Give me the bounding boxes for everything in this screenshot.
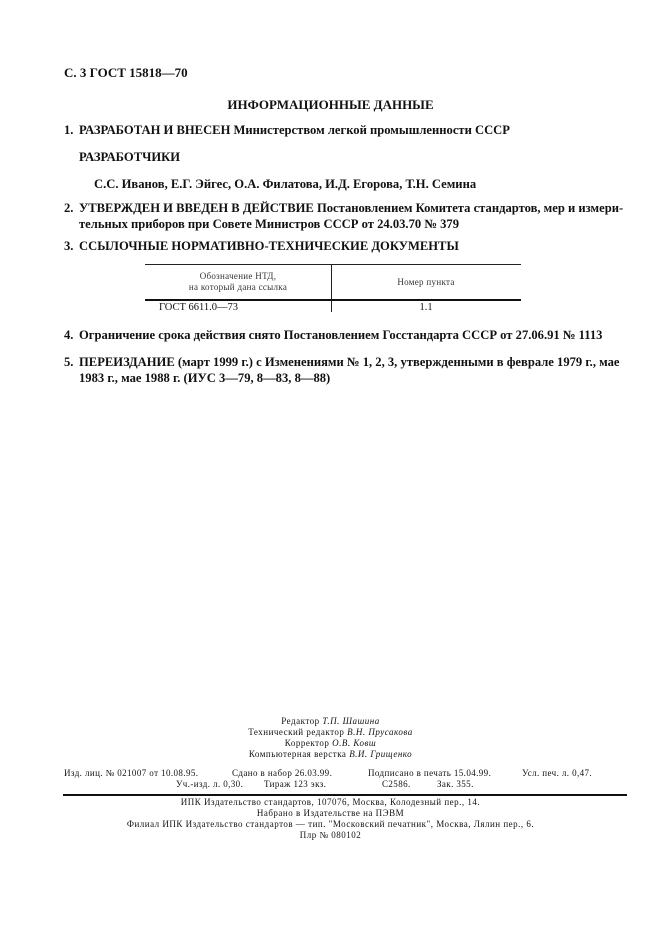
section-text: (март 1999 г.) с Изменениями № 1, 2, 3, утвержденными в феврале 1979 г., мае	[174, 355, 620, 369]
table-cell-clause: 1.1	[419, 302, 433, 313]
section-1	[64, 122, 510, 138]
credit-proofreader: Корректор О.В. Ковш	[284, 738, 377, 748]
section-text: Министерством легкой промышленности СССР	[230, 123, 510, 137]
section-5	[64, 354, 620, 386]
pub-publisher-sheets: Уч.-изд. л. 0,30.	[176, 779, 244, 789]
developers-heading: РАЗРАБОТЧИКИ	[79, 150, 181, 164]
section-heading: УТВЕРЖДЕН И ВВЕДЕН В ДЕЙСТВИЕ	[79, 201, 314, 215]
pub-order: Зак. 355.	[437, 779, 474, 789]
footer-line-3: Филиал ИПК Издательство стандартов — тип. "Московский печатник", Москва, Лялин пер., 6.	[126, 819, 535, 829]
section-heading: ССЫЛОЧНЫЕ НОРМАТИВНО-ТЕХНИЧЕСКИЕ ДОКУМЕНТЫ	[79, 239, 459, 253]
section-4	[64, 327, 602, 343]
table-header-document: Обозначение НТД, на который дана ссылка	[188, 271, 288, 292]
footer-line-2: Набрано в Издательстве на ПЭВМ	[256, 808, 405, 818]
section-number: 1.	[64, 123, 74, 137]
section-text-line2: тельных приборов при Совете Министров СССР от 24.03.70 № 379	[79, 217, 460, 231]
developers-list: С.С. Иванов, Е.Г. Эйгес, О.А. Филатова, И.Д. Егорова, Т.Н. Семина	[94, 177, 477, 191]
pub-signed: Подписано в печать 15.04.99.	[368, 768, 492, 778]
pub-circulation: Тираж 123 экз.	[264, 779, 327, 789]
credit-layout: Компьютерная верстка В.И. Грищенко	[248, 749, 413, 759]
table-header-clause: Номер пункта	[397, 277, 455, 287]
credit-tech-editor: Технический редактор В.Н. Прусакова	[248, 727, 413, 737]
section-number: 4.	[64, 328, 74, 342]
section-3	[64, 238, 459, 254]
pub-code: С2586.	[382, 779, 411, 789]
section-number: 5.	[64, 355, 74, 369]
section-text: Ограничение срока действия снято Постановлением Госстандарта СССР от 27.06.91 № 1113	[79, 328, 603, 342]
table-cell-document: ГОСТ 6611.0—73	[159, 302, 239, 313]
pub-print-sheets: Усл. печ. л. 0,47.	[522, 768, 593, 778]
section-text: Постановлением Комитета стандартов, мер и измери-	[313, 201, 624, 215]
credits-block	[0, 716, 661, 760]
pub-license: Изд. лиц. № 021007 от 10.08.95.	[64, 768, 199, 778]
section-2	[64, 200, 623, 232]
footer-line-1: ИПК Издательство стандартов, 107076, Москва, Колодезный пер., 14.	[180, 797, 481, 807]
table-top-rule	[145, 264, 521, 265]
pub-typeset: Сдано в набор 26.03.99.	[232, 768, 333, 778]
footer-rule	[63, 794, 627, 796]
section-number: 2.	[64, 201, 74, 215]
section-number: 3.	[64, 239, 74, 253]
section-heading: РАЗРАБОТАН И ВНЕСЕН	[79, 123, 231, 137]
footer-block	[0, 797, 661, 841]
page-header: С. 3 ГОСТ 15818—70	[64, 65, 188, 80]
table-header-rule	[145, 299, 521, 301]
page-title: ИНФОРМАЦИОННЫЕ ДАННЫЕ	[227, 97, 434, 112]
section-text-line2: 1983 г., мае 1988 г. (ИУС 3—79, 8—83, 8—88)	[79, 371, 331, 385]
footer-line-4: Плр № 080102	[299, 830, 362, 840]
credit-editor: Редактор Т.П. Шашина	[281, 716, 380, 726]
section-heading: ПЕРЕИЗДАНИЕ	[79, 355, 175, 369]
